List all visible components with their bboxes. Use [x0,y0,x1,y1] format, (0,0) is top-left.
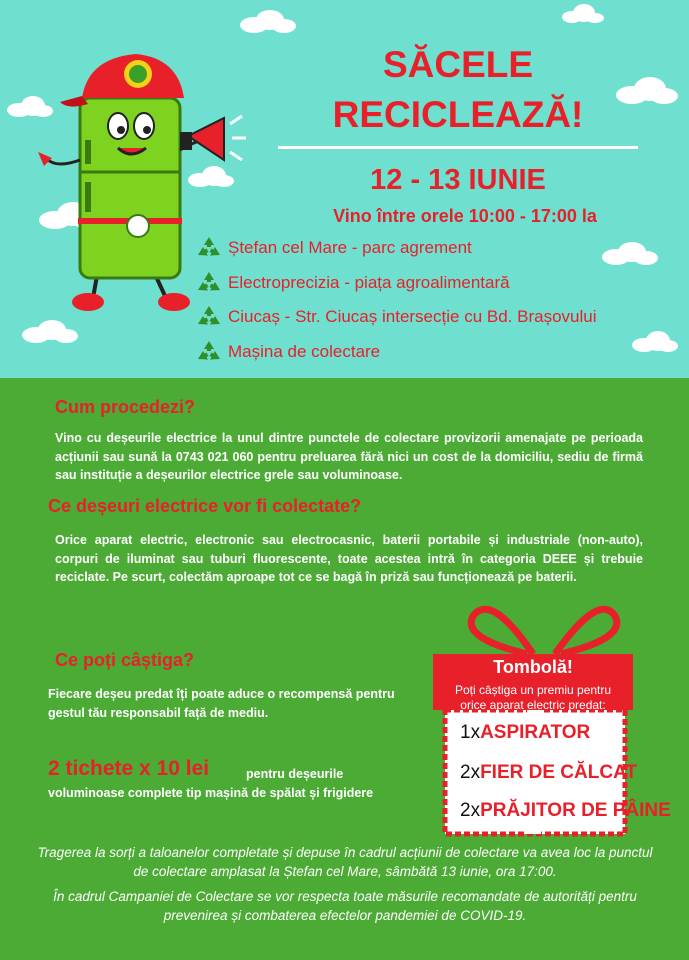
event-dates: 12 - 13 IUNIE [370,164,546,196]
recycle-icon [196,304,222,330]
prize-qty: 2x [460,762,481,783]
draw-note: Tragerea la sorți a taloanelor completate și depuse în cadrul acțiunii de colectare va avea loc la punctul de colectare amplasat la Ștefan cel Mare, sâmbătă 13 iunie, ora 17:00. [37,845,653,879]
tickets-highlight: 2 tichete x 10 lei [48,757,210,780]
location-item [196,235,472,261]
how-text: Vino cu deșeurile electrice la unul dintre punctele de colectare provizorii amenajate pe perioada acțiunii sau sună la 0743 021 060 pentru preluarea fără nici un cost de la domiciliu, sediu de firmă sau instituție a deșeurilor electrice grele sau voluminoase. [55,431,643,482]
title-divider [278,146,638,149]
location-item [196,304,596,330]
prize-qty: 1x [460,722,481,743]
win-heading: Ce poți câștiga? [55,650,195,670]
location-label: Electroprecizia - piața agroalimentară [228,273,510,292]
cloud-icon [560,3,606,25]
raffle-text: Poți câștiga un premiu pentru orice aparat electric predat: [454,683,612,712]
how-heading: Cum procedezi? [55,397,196,417]
what-text: Orice aparat electric, electronic sau electrocasnic, baterii portabile și industriale (non-auto), corpuri de iluminat sau tuburi fluorescente, toate acestea intră în categoria DEEE și trebuie reciclate. Pe scurt, colectăm aproape tot ce se bagă în priză sau funcționează pe baterii. [55,533,643,584]
location-label: Mașina de colectare [228,342,381,361]
win-text: Fiecare deșeu predat îți poate aduce o recompensă pentru gestul tău responsabil față de mediu. [48,687,395,720]
what-heading: Ce deșeuri electrice vor fi colectate? [48,496,362,516]
cloud-icon [600,240,660,266]
header-section [0,0,689,378]
prize-name: FIER DE CĂLCAT [480,762,637,783]
prize-name: ASPIRATOR [480,722,591,743]
location-label: Ștefan cel Mare - parc agrement [228,238,472,257]
location-label: Ciucaș - Str. Ciucaș intersecție cu Bd. Brașovului [228,307,597,326]
prize-item [460,762,637,784]
prize-item [460,722,590,744]
event-hours: Vino între orele 10:00 - 17:00 la [333,206,597,226]
cloud-icon [20,318,80,344]
location-item [196,339,380,365]
cloud-icon [630,330,680,354]
covid-note: În cadrul Campaniei de Colectare se vor respecta toate măsurile recomandate de autorități pentru prevenirea și combaterea efectelor pandemiei de COVID-19. [53,889,637,923]
title-line-2: RECICLEAZĂ! [332,94,584,135]
tickets-text: pentru deșeurile voluminoase complete tip mașină de spălat și frigidere [48,767,374,800]
recycle-icon [196,270,222,296]
prize-item [460,800,671,822]
cloud-icon [238,8,298,34]
recycle-icon [196,339,222,365]
title-line-1: SĂCELE [382,44,534,85]
page-title [278,40,638,140]
prize-qty: 2x [460,800,481,821]
raffle-title: Tombolă! [493,657,573,677]
location-item [196,270,510,296]
recycle-icon [196,235,222,261]
prize-name: PRĂJITOR DE PÂINE [480,800,671,821]
